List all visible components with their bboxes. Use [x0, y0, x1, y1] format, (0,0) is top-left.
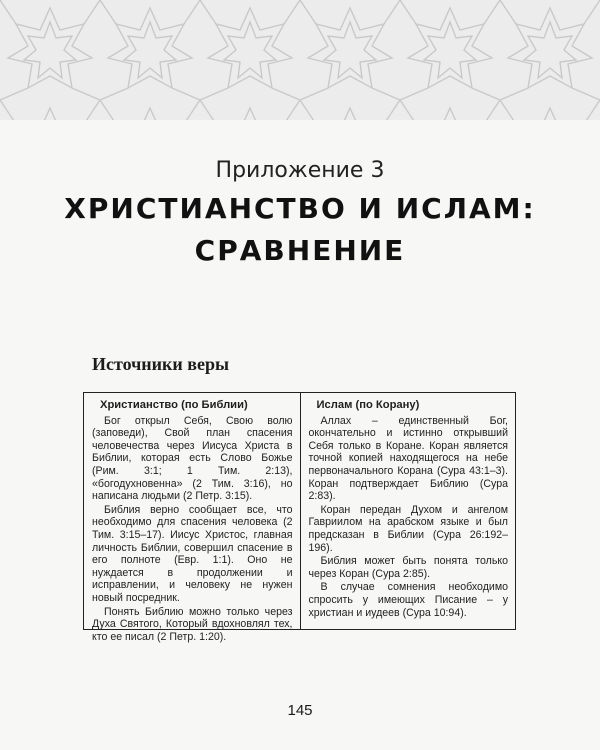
- christianity-column-header: Христианство (по Библии): [100, 399, 248, 411]
- christianity-paragraph: Бог открыл Себя, Свою волю (заповеди), Свой план спасения человечества через Иисуса Христа в Библии, которая есть Слово Божье (Рим. 3:1; 1 Тим. 2:13), «богодухновенна» (2 Тим. 3:16), но написана людьми (2 Петр. 3:15).: [92, 414, 293, 503]
- chapter-title: [0, 188, 600, 272]
- christianity-column: [84, 393, 300, 643]
- christianity-paragraph: Библия верно сообщает все, что необходимо для спасения человека (2 Тим. 3:15–17). Иисус Христос, главная личность Библии, совершил спасение в его полноте (Евр. 1:1). Оно не нуждается в продолжении и исправлении, и человеку не нужен новый посредник.: [92, 503, 293, 604]
- islam-column: [300, 393, 516, 629]
- chapter-title-line-1: ХРИСТИАНСТВО И ИСЛАМ:: [64, 192, 536, 225]
- comparison-table: [83, 392, 516, 643]
- section-heading: Источники веры: [92, 354, 230, 374]
- decorative-header-band: [0, 0, 600, 120]
- islam-paragraph: Библия может быть понята только через Коран (Сура 2:85).: [308, 555, 508, 580]
- islam-paragraph: Аллах – единственный Бог, окончательно и истинно открывший Себя только в Коране. Коран является точной копией находящегося на небе первоначального Корана (Сура 43:1–3). Коран подтверждает Библию (Сура 2:83).: [308, 414, 508, 503]
- appendix-label: Приложение 3: [215, 158, 385, 183]
- islam-paragraph: В случае сомнения необходимо спросить у имеющих Писание – у христиан и иудеев (Сура 10:94).: [308, 581, 508, 619]
- geometric-star-pattern-icon: [0, 0, 600, 120]
- page-number: 145: [287, 702, 313, 719]
- islam-column-header: Ислам (по Корану): [316, 399, 420, 411]
- chapter-title-line-2: СРАВНЕНИЕ: [194, 234, 406, 267]
- christianity-paragraph: Понять Библию можно только через Духа Святого, Который вдохновлял тех, кто ее писал (2 Петр. 1:20).: [92, 605, 293, 643]
- islam-paragraph: Коран передан Духом и ангелом Гавриилом на арабском языке и был предсказан в Библии (Сура 26:192–196).: [308, 503, 508, 554]
